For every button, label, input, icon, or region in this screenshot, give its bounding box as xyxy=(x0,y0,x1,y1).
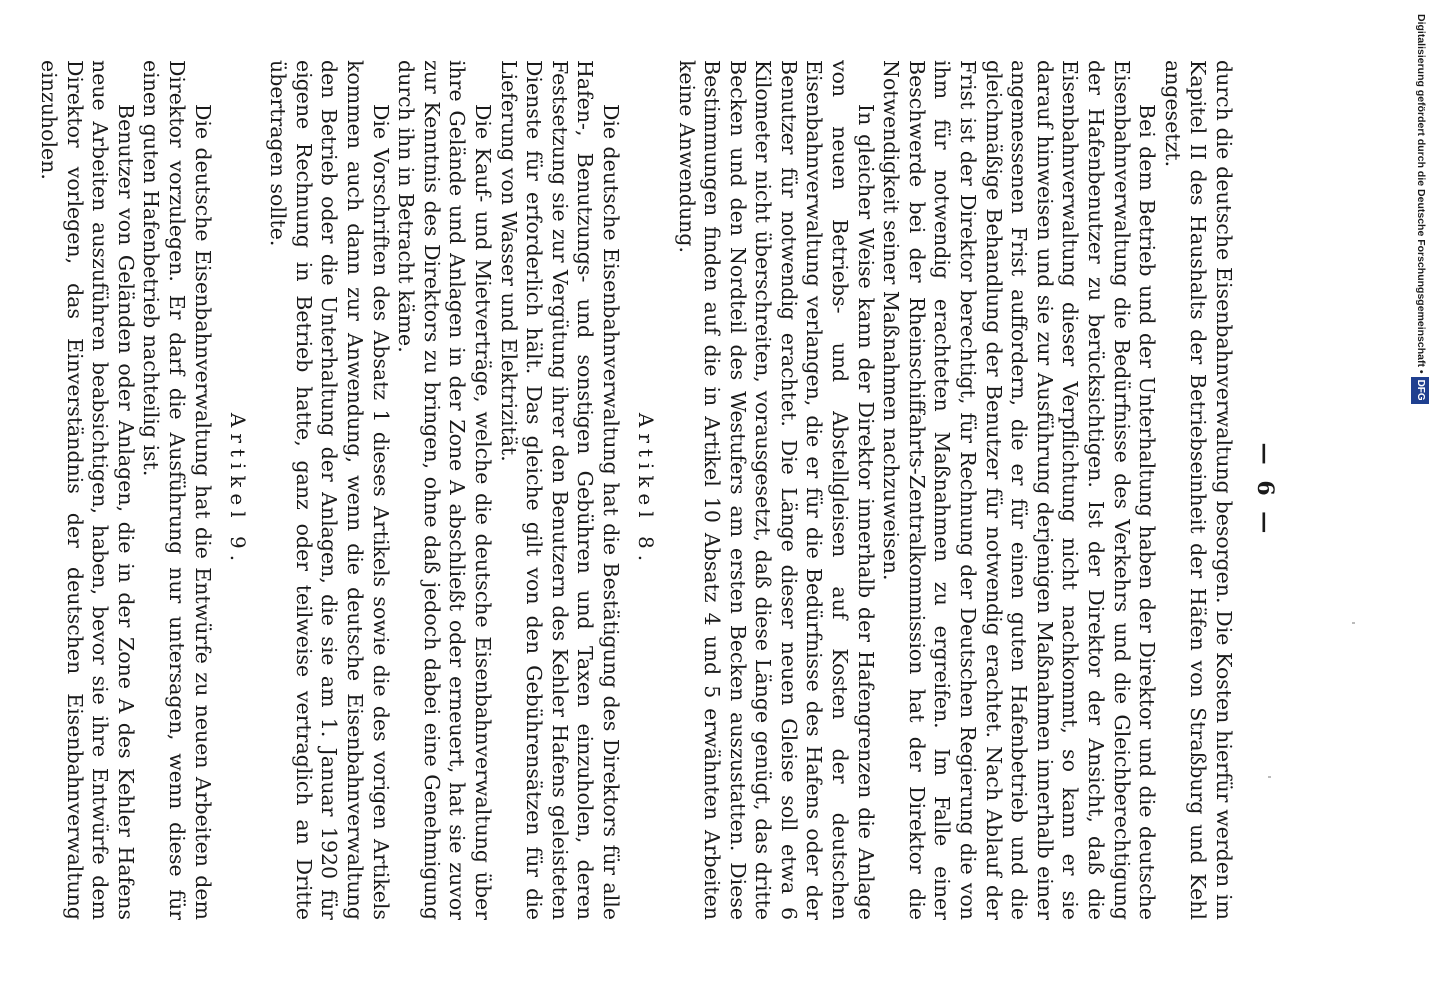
paragraph: Die deutsche Eisenbahnverwaltung hat die Entwürfe zu neuen Arbeiten dem Direktor vorzulegen. Er darf die Ausführung nur untersagen, wenn diese für einen guten Hafenbetrieb nachteilig ist. xyxy=(139,60,215,920)
paragraph: durch die deutsche Eisenbahnverwaltung besorgen. Die Kosten hierfür werden im Kapitel II des Haushalts der Betriebseinheit der Häfen von Straßburg und Kehl angesetzt. xyxy=(1160,60,1236,920)
paragraph: Benutzer von Geländen oder Anlagen, die in der Zone A des Kehler Hafens neue Arbeiten auszuführen beabsichtigen, haben, bevor sie ihre Entwürfe dem Direktor vorlegen, das Einverständnis der deutschen Eisenbahnverwaltung einzuholen. xyxy=(37,60,138,920)
article-8-text xyxy=(265,60,623,920)
funding-note-text: Digitalisierung gefördert durch die Deutsche Forschungsgemeinschaft • xyxy=(1415,14,1427,374)
paragraph: In gleicher Weise kann der Direktor innerhalb der Hafengrenzen die Anlage von neuen Betriebs- und Abstellgleisen auf Kosten der deutschen Eisenbahnverwaltung verlangen, die er für die Bedürfnisse des Hafens oder der Benutzer für notwendig erachtet. Die Länge dieser neuen Gleise soll etwa 6 Kilometer nicht überschreiten, vorausgesetzt, daß diese Länge genügt, das dritte Becken und den Nordteil des Westufers am ersten Becken auszustatten. Diese Bestimmungen finden auf die in Artikel 10 Absatz 4 und 5 erwähnten Arbeiten keine Anwendung. xyxy=(674,60,878,920)
paragraph: Die deutsche Eisenbahnverwaltung hat die Bestätigung des Direktors für alle Hafen-, Benutzungs- und sonstigen Gebühren und Taxen einzuholen, deren Festsetzung sie zur Vergütung ihrer den Benutzern des Kehler Hafens geleisteten Dienste für erforderlich hält. Das gleiche gilt von den Gebührensätzen für die Lieferung von Wasser und Elektrizität. xyxy=(496,60,623,920)
intro-text xyxy=(673,60,1236,920)
article-8-heading: Artikel 8. xyxy=(633,412,658,568)
paragraph: Die Kauf- und Mietverträge, welche die deutsche Eisenbahnverwaltung über ihre Gelände und Anlagen in der Zone A abschließt oder erneuert, hat sie zuvor zur Kenntnis des Direktors zu bringen, ohne daß jedoch dabei eine Genehmigung durch ihn in Betracht käme. xyxy=(394,60,495,920)
scan-speck xyxy=(1268,776,1271,778)
page-number: — 6 — xyxy=(1252,442,1278,538)
paragraph: Bei dem Betrieb und der Unterhaltung haben der Direktor und die deutsche Eisenbahnverwaltung die Bedürfnisse des Verkehrs und die Gleichberechtigung der Hafenbenutzer zu berücksichtigen. Ist der Direktor der Ansicht, daß die Eisenbahnverwaltung dieser Verpflichtung nicht nachkommt, so kann er sie darauf hinweisen und sie zur Ausführung derjenigen Maßnahmen innerhalb einer angemessenen Frist auffordern, die er für einen guten Hafenbetrieb und die gleichmäßige Behandlung der Benutzer für notwendig erachtet. Nach Ablauf der Frist ist der Direktor berechtigt, für Rechnung der Deutschen Regierung die von ihm für notwendig erachteten Maßnahmen zu ergreifen. Im Falle einer Beschwerde bei der Rheinschiffahrts-Zentralkommission hat der Direktor die Notwendigkeit seiner Maßnahmen nachzuweisen. xyxy=(879,60,1160,920)
article-9-heading: Artikel 9. xyxy=(225,412,250,568)
paragraph: Die Vorschriften des Absatz 1 dieses Artikels sowie die des vorigen Artikels kommen auch dann zur Anwendung, wenn die deutsche Eisenbahnverwaltung den Betrieb oder die Unterhaltung der Anlagen, die sie am 1. Januar 1920 für eigene Rechnung in Betrieb hatte, ganz oder teilweise vertraglich an Dritte übertragen sollte. xyxy=(266,60,393,920)
funding-note xyxy=(1412,14,1432,401)
dfg-logo: DFG xyxy=(1411,377,1429,404)
rotated-text-block xyxy=(37,60,1280,920)
scan-speck xyxy=(1352,622,1355,624)
article-9-text xyxy=(35,60,214,920)
